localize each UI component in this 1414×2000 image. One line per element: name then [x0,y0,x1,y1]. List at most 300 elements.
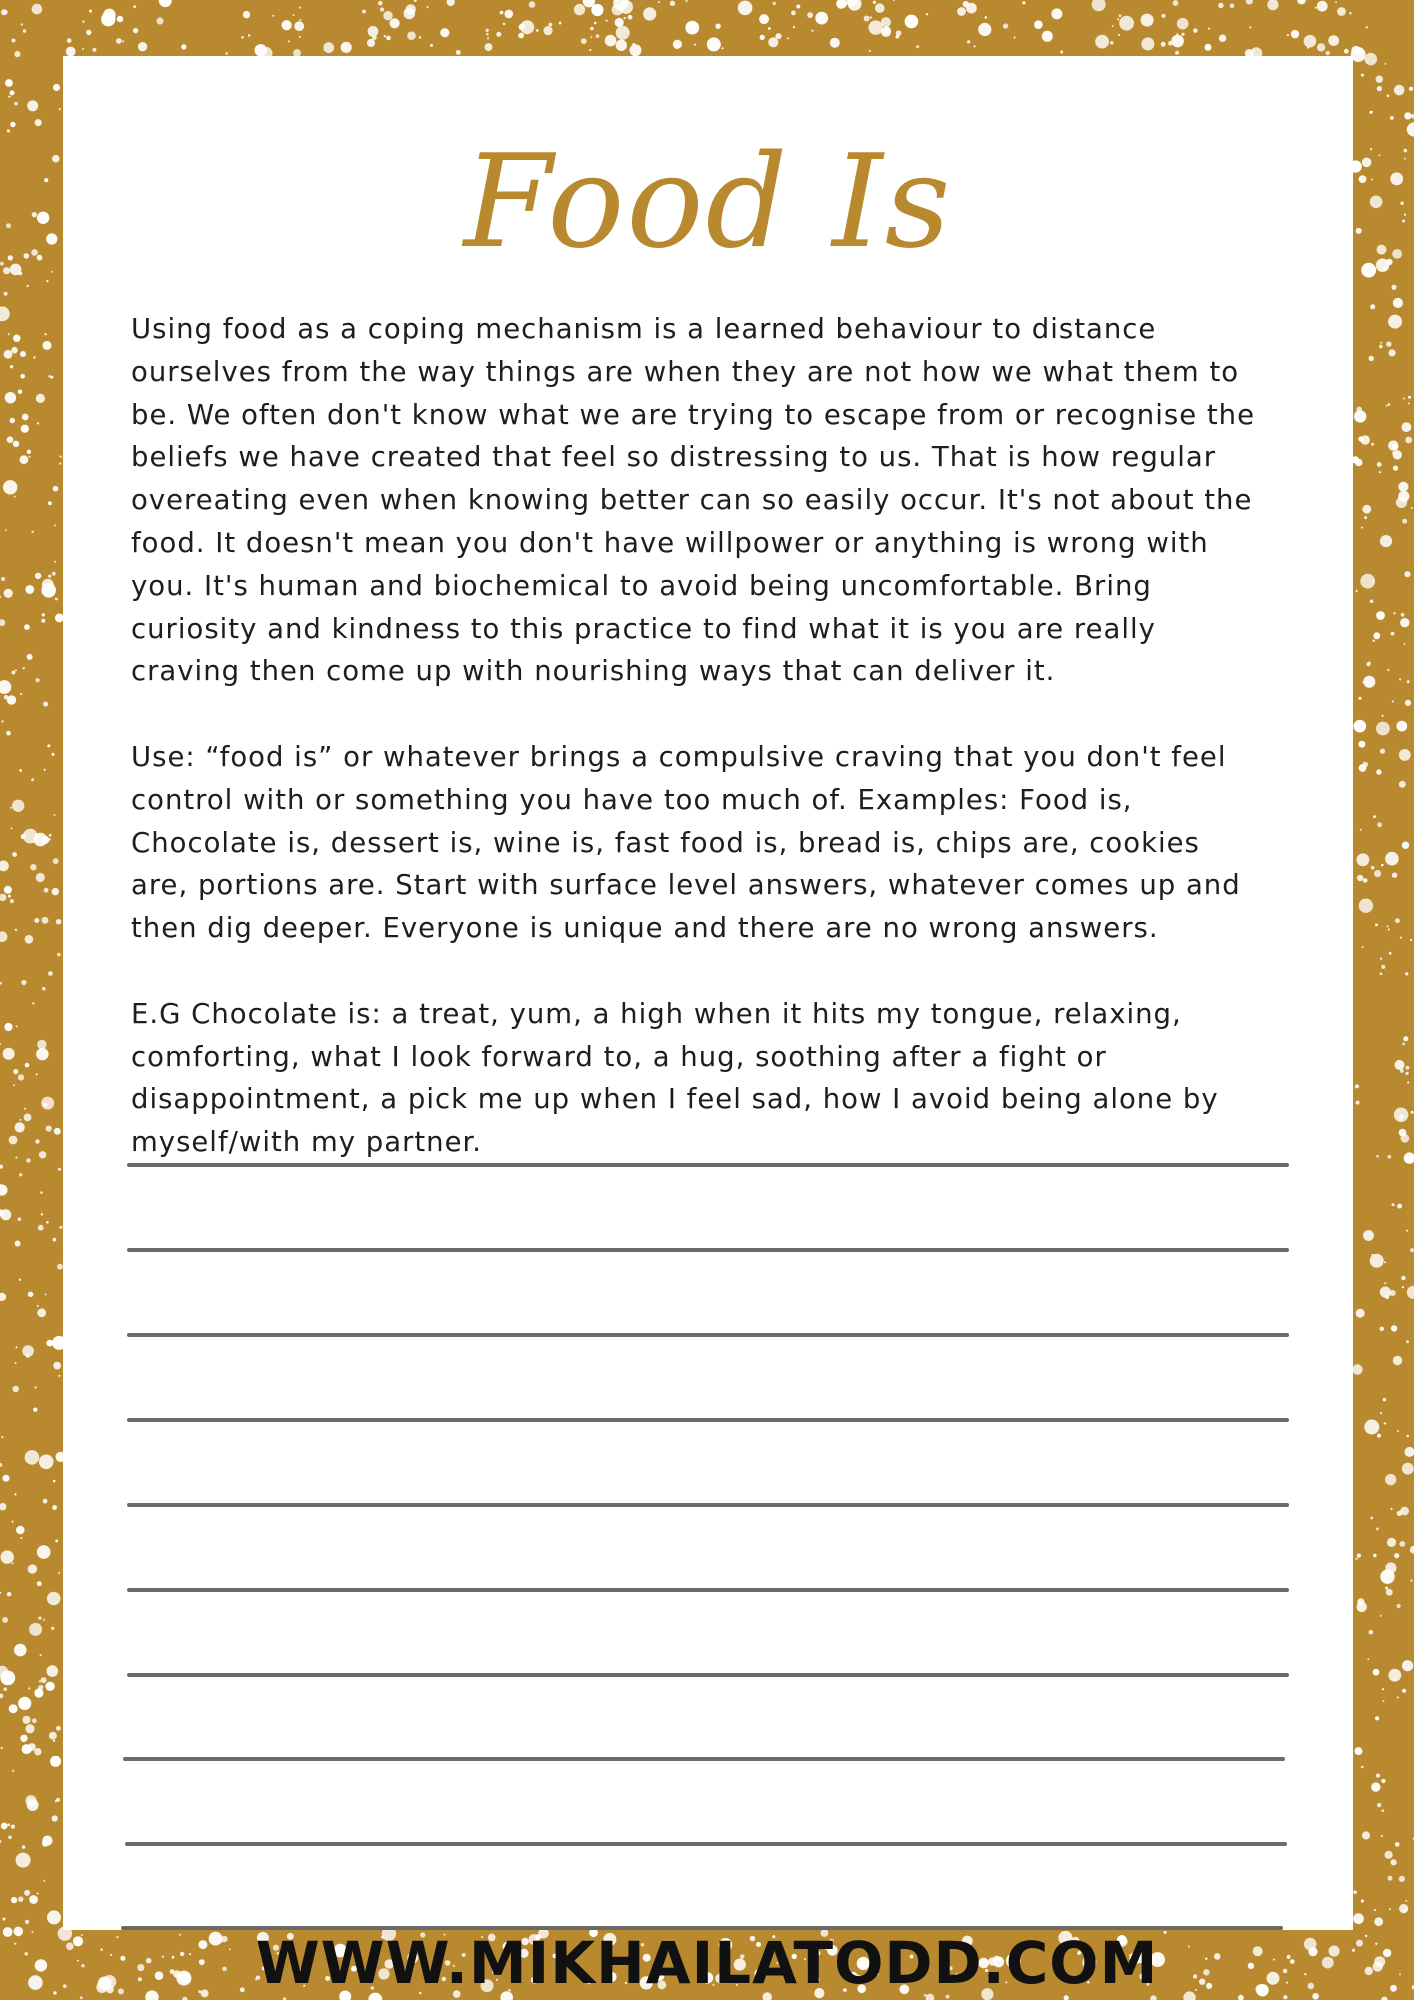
confetti-dot [1370,148,1372,150]
text-line: curiosity and kindness to this practice to find what it is you are really [131,612,1156,645]
confetti-dot [1371,443,1374,446]
confetti-dot [52,753,55,756]
confetti-dot [8,1836,12,1840]
confetti-dot [14,102,18,106]
confetti-dot [1362,946,1364,948]
confetti-dot [1387,669,1389,671]
confetti-dot [1399,1876,1405,1882]
confetti-dot [15,1362,17,1364]
confetti-dot [5,392,16,403]
confetti-dot [1380,535,1392,547]
confetti-dot [1377,86,1382,91]
confetti-dot [46,1126,52,1132]
confetti-dot [82,20,84,22]
confetti-dot [715,24,720,29]
confetti-dot [1161,42,1166,47]
confetti-dot [1390,172,1403,185]
confetti-dot [3,267,10,274]
confetti-dot [1380,1412,1382,1414]
confetti-dot [59,1226,62,1229]
confetti-dot [1389,952,1392,955]
confetti-dot [1392,249,1402,259]
confetti-dot [1291,30,1299,38]
confetti-dot [7,1592,11,1596]
confetti-dot [1208,28,1210,30]
confetti-dot [225,52,228,55]
confetti-dot [1402,1689,1406,1693]
confetti-dot [1377,822,1382,827]
confetti-dot [1391,1859,1397,1865]
confetti-dot [26,1158,30,1162]
confetti-dot [35,1386,37,1388]
confetti-dot [760,35,765,40]
confetti-dot [0,1671,15,1686]
confetti-dot [1,1747,3,1749]
confetti-dot [46,280,48,282]
confetti-dot [6,731,11,736]
confetti-dot [2,1918,5,1921]
confetti-dot [45,1293,47,1295]
confetti-dot [1181,33,1184,36]
confetti-dot [1388,1669,1401,1682]
confetti-dot [1384,1261,1386,1263]
writing-line[interactable] [127,1503,1289,1507]
confetti-dot [1003,23,1008,28]
confetti-dot [1361,1766,1364,1769]
confetti-dot [54,561,56,563]
confetti-dot [384,35,386,37]
confetti-dot [1362,505,1371,514]
confetti-dot [1373,815,1376,818]
confetti-dot [11,827,13,829]
confetti-dot [19,1173,22,1176]
confetti-dot [42,613,45,616]
confetti-dot [53,1238,57,1242]
writing-line[interactable] [127,1673,1289,1677]
confetti-dot [673,40,682,49]
confetti-dot [4,350,13,359]
confetti-dot [36,873,45,882]
text-line: then dig deeper. Everyone is unique and there are no wrong answers. [131,912,1159,945]
confetti-dot [23,667,25,669]
confetti-dot [48,575,51,578]
confetti-dot [905,15,919,29]
confetti-dot [8,333,10,335]
confetti-dot [830,38,840,48]
confetti-dot [23,29,26,32]
confetti-dot [8,895,11,898]
confetti-dot [926,13,928,15]
confetti-dot [27,1799,39,1811]
confetti-dot [1379,345,1383,349]
confetti-dot [55,598,58,601]
confetti-dot [1361,1899,1364,1902]
confetti-dot [272,15,274,17]
confetti-dot [1386,405,1388,407]
example-paragraph [131,993,1331,1164]
confetti-dot [54,814,56,816]
confetti-dot [1383,1398,1386,1401]
confetti-dot [12,1770,14,1772]
writing-line[interactable] [127,1418,1289,1422]
writing-line[interactable] [127,1248,1289,1252]
confetti-dot [549,23,553,27]
confetti-dot [1392,451,1395,454]
confetti-dot [1373,640,1375,642]
confetti-dot [294,21,304,31]
confetti-dot [1315,7,1317,9]
confetti-dot [844,3,847,6]
confetti-dot [53,1362,61,1370]
confetti-dot [1112,25,1114,27]
confetti-dot [630,44,642,56]
confetti-dot [1370,111,1373,114]
confetti-dot [52,1815,58,1821]
confetti-dot [1404,1156,1409,1161]
confetti-dot [1399,1904,1408,1913]
confetti-dot [1386,341,1391,346]
writing-line[interactable] [127,1588,1289,1592]
confetti-dot [24,1108,26,1110]
confetti-dot [1388,315,1402,329]
text-line: craving then come up with nourishing ways that can deliver it. [131,655,1056,688]
confetti-dot [1355,1747,1363,1755]
writing-line[interactable] [123,1757,1285,1761]
confetti-dot [103,9,116,22]
confetti-dot [383,11,392,20]
confetti-dot [27,285,29,287]
confetti-dot [41,619,45,623]
confetti-dot [40,1191,43,1194]
confetti-dot [1205,44,1212,51]
confetti-dot [1355,459,1363,467]
confetti-dot [92,48,96,52]
confetti-dot [9,1704,18,1713]
confetti-dot [1382,715,1384,717]
confetti-dot [0,1293,6,1301]
confetti-dot [1118,34,1120,36]
confetti-dot [7,1823,10,1826]
confetti-dot [1371,1782,1380,1791]
confetti-dot [414,0,417,2]
confetti-dot [4,292,8,296]
confetti-dot [241,36,244,39]
confetti-dot [32,4,43,15]
confetti-dot [12,800,24,812]
confetti-dot [616,40,627,51]
confetti-dot [1397,1604,1401,1608]
confetti-dot [1193,28,1197,32]
confetti-dot [1363,878,1368,883]
confetti-dot [1349,12,1351,14]
confetti-dot [1034,20,1043,29]
confetti-dot [27,654,33,660]
confetti-dot [1376,76,1383,83]
confetti-dot [341,42,352,53]
confetti-dot [43,1499,48,1504]
confetti-dot [1369,356,1374,361]
confetti-dot [5,79,13,87]
confetti-dot [1357,875,1363,881]
confetti-dot [1119,14,1122,17]
confetti-dot [1391,632,1395,636]
confetti-dot [967,40,970,43]
confetti-dot [1402,519,1407,524]
confetti-dot [1380,342,1382,344]
confetti-dot [873,1,876,4]
confetti-dot [430,44,433,47]
confetti-dot [19,769,22,772]
confetti-dot [1391,1325,1397,1331]
confetti-dot [1364,1420,1379,1435]
confetti-dot [44,888,49,893]
confetti-dot [1387,95,1390,98]
confetti-dot [54,524,56,526]
confetti-dot [869,50,871,52]
confetti-dot [21,834,26,839]
confetti-dot [1406,1230,1408,1232]
confetti-dot [1335,1,1337,3]
confetti-dot [362,10,366,14]
confetti-dot [738,1,753,16]
confetti-dot [1385,852,1399,866]
confetti-dot [1337,7,1346,16]
writing-line[interactable] [127,1333,1289,1337]
confetti-dot [0,1592,1,1594]
confetti-dot [39,1455,54,1470]
confetti-dot [1171,35,1184,48]
confetti-dot [1403,1036,1408,1041]
confetti-dot [86,30,91,35]
confetti-dot [529,1,536,8]
confetti-dot [590,27,594,31]
confetti-dot [864,16,870,22]
confetti-dot [1366,437,1368,439]
confetti-dot [1354,410,1366,422]
usage-paragraph [131,736,1331,950]
confetti-dot [1392,873,1397,878]
confetti-dot [22,414,29,421]
writing-line[interactable] [127,1163,1289,1167]
confetti-dot [1405,1900,1407,1902]
confetti-dot [1399,781,1406,788]
confetti-dot [1394,1553,1399,1558]
confetti-dot [1356,1101,1360,1105]
worksheet-instructions [131,308,1331,1207]
confetti-dot [28,1292,34,1298]
confetti-dot [1379,471,1381,473]
confetti-dot [22,1716,30,1724]
confetti-dot [1356,228,1362,234]
confetti-dot [1407,122,1414,136]
confetti-dot [53,858,59,864]
confetti-dot [1375,923,1378,926]
confetti-dot [807,12,813,18]
confetti-dot [875,3,885,13]
confetti-dot [4,1023,12,1031]
confetti-dot [0,861,9,872]
confetti-dot [0,680,11,694]
confetti-dot [1361,263,1376,278]
confetti-dot [1378,154,1380,156]
confetti-dot [1392,1203,1395,1206]
confetti-dot [1376,1155,1379,1158]
confetti-dot [13,441,19,447]
confetti-dot [1399,1129,1407,1137]
confetti-dot [243,11,250,18]
text-line: be. We often don't know what we are trying to escape from or recognise the [131,398,1255,431]
confetti-dot [1376,769,1381,774]
confetti-dot [1359,175,1367,183]
confetti-dot [1393,298,1403,308]
confetti-dot [1385,1587,1388,1590]
confetti-dot [916,45,919,48]
intro-paragraph [131,308,1331,693]
confetti-dot [1380,1287,1391,1298]
confetti-dot [1408,403,1410,405]
confetti-dot [1388,440,1398,450]
confetti-dot [1364,516,1367,519]
confetti-dot [1370,1254,1384,1268]
confetti-dot [628,15,633,20]
confetti-dot [6,223,11,228]
confetti-dot [0,1184,2,1186]
confetti-dot [0,1209,11,1220]
confetti-dot [29,1623,42,1636]
confetti-dot [1376,611,1385,620]
confetti-dot [1400,937,1402,939]
confetti-dot [52,1505,57,1510]
confetti-dot [759,14,769,24]
text-line: food. It doesn't mean you don't have willpower or anything is wrong with [131,526,1209,559]
confetti-dot [46,1221,49,1224]
confetti-dot [1372,580,1374,582]
confetti-dot [505,10,514,19]
confetti-dot [1408,396,1411,399]
confetti-dot [1403,149,1407,153]
confetti-dot [0,596,1,598]
confetti-dot [59,108,61,110]
writing-line[interactable] [125,1842,1287,1846]
confetti-dot [21,980,26,985]
confetti-dot [1370,196,1383,209]
confetti-dot [58,1168,61,1171]
text-line: Using food as a coping mechanism is a learned behaviour to distance [131,313,1157,345]
confetti-dot [13,335,20,342]
confetti-dot [456,50,461,55]
confetti-dot [1399,1541,1405,1547]
confetti-dot [37,212,49,224]
confetti-dot [37,1581,42,1586]
confetti-dot [37,1040,46,1049]
confetti-dot [1402,1043,1405,1046]
confetti-dot [18,1897,23,1902]
confetti-dot [10,122,15,127]
confetti-dot [1373,1669,1380,1676]
confetti-dot [41,1097,54,1110]
confetti-dot [20,455,29,464]
confetti-dot [58,1572,60,1574]
confetti-dot [0,1694,3,1699]
confetti-dot [53,486,59,492]
confetti-dot [1403,398,1405,400]
confetti-dot [0,1840,2,1843]
confetti-dot [978,23,991,36]
confetti-dot [893,0,895,1]
confetti-dot [520,20,534,34]
confetti-dot [1371,866,1375,870]
confetti-dot [1267,0,1278,10]
confetti-dot [60,456,62,458]
confetti-dot [51,376,54,379]
confetti-dot [768,37,778,47]
confetti-dot [1357,724,1362,729]
confetti-dot [1397,1696,1399,1698]
confetti-dot [1042,31,1053,42]
confetti-dot [632,43,635,46]
confetti-dot [447,0,455,6]
confetti-dot [18,1697,31,1710]
confetti-dot [368,26,379,37]
confetti-dot [787,37,789,39]
confetti-dot [1357,1602,1367,1612]
confetti-dot [0,262,4,266]
confetti-dot [7,436,14,443]
confetti-dot [1410,1248,1414,1252]
confetti-dot [1398,491,1409,502]
confetti-dot [15,669,17,671]
confetti-dot [605,35,617,47]
confetti-dot [36,1073,38,1075]
confetti-dot [299,19,301,21]
confetti-dot [51,271,53,273]
confetti-dot [58,1375,60,1377]
confetti-dot [957,7,966,16]
website-url[interactable]: WWW.MIKHAILATODD.COM [255,1929,1159,1997]
confetti-dot [793,26,795,28]
confetti-dot [42,1836,52,1846]
confetti-dot [20,1735,27,1742]
confetti-dot [685,21,699,35]
confetti-dot [16,1526,25,1535]
confetti-dot [1405,437,1412,444]
confetti-dot [1361,527,1363,529]
confetti-dot [1356,1309,1365,1318]
confetti-dot [51,1627,54,1630]
confetti-dot [1357,853,1370,866]
confetti-dot [883,26,891,34]
confetti-dot [605,20,607,22]
confetti-dot [1388,1876,1393,1881]
confetti-dot [1353,1890,1357,1894]
confetti-dot [44,178,48,182]
confetti-dot [1328,35,1339,46]
confetti-dot [29,1895,38,1904]
confetti-dot [1317,1,1328,12]
confetti-dot [47,744,50,747]
confetti-dot [1176,33,1178,35]
confetti-dot [14,51,20,57]
confetti-dot [66,47,76,57]
confetti-dot [31,249,38,256]
confetti-dot [122,40,124,42]
confetti-dot [1390,1290,1396,1296]
confetti-dot [1,9,7,15]
confetti-dot [574,4,585,15]
confetti-dot [31,531,33,533]
confetti-dot [722,47,724,49]
confetti-dot [1366,26,1368,28]
